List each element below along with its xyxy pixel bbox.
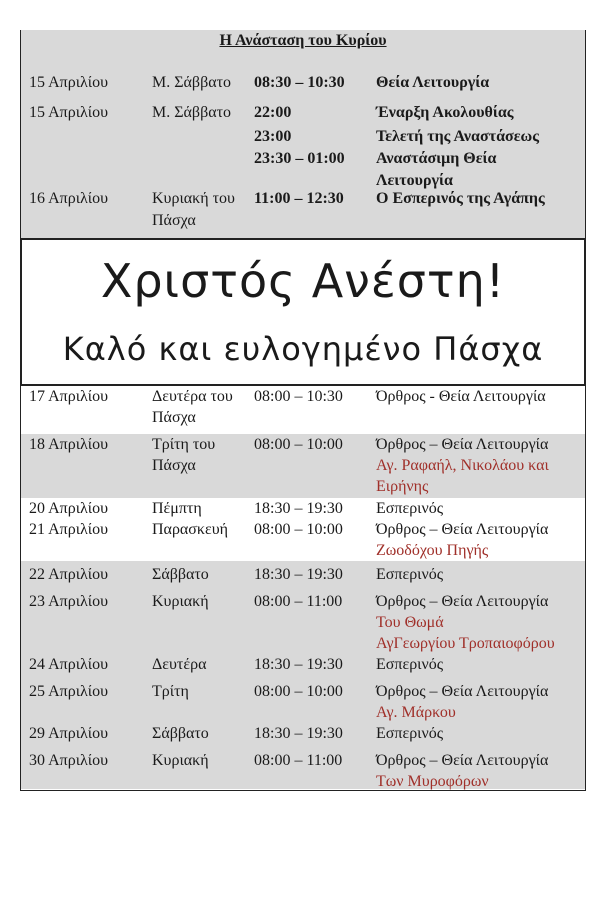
day-cell: Μ. Σάββατο	[152, 104, 232, 121]
date-cell: 20 Απριλίου	[29, 500, 109, 517]
section-title: Η Ανάσταση του Κυρίου	[219, 32, 387, 49]
time-cell: 08:00 – 11:00	[254, 593, 343, 610]
event-cell: Εσπερινός	[376, 656, 444, 673]
event-cell: Όρθρος – Θεία Λειτουργία	[376, 752, 549, 769]
time-cell: 18:30 – 19:30	[254, 725, 343, 742]
event-cell: Εσπερινός	[376, 725, 444, 742]
table-row	[21, 386, 585, 432]
time-cell: 08:00 – 11:00	[254, 752, 343, 769]
date-cell: 21 Απριλίου	[29, 521, 109, 538]
easter-greeting-banner	[20, 240, 586, 386]
time-cell: 18:30 – 19:30	[254, 500, 343, 517]
event-cell: Όρθρος - Θεία Λειτουργία	[376, 388, 546, 405]
day-cell: Τρίτη	[152, 683, 189, 700]
saint-note: Του Θωμά	[376, 614, 444, 631]
day-cell: Παρασκευή	[152, 521, 228, 538]
event-cell: Εσπερινός	[376, 566, 444, 583]
date-cell: 22 Απριλίου	[29, 566, 109, 583]
day-cell: Κυριακή	[152, 752, 209, 769]
day-cell: Τρίτη του Πάσχα	[152, 436, 216, 474]
event-cell: Θεία Λειτουργία	[376, 74, 490, 91]
table-row	[21, 519, 585, 561]
saint-note: Των Μυροφόρων	[376, 773, 489, 790]
date-cell: 23 Απριλίου	[29, 593, 109, 610]
saint-note: Ζωοδόχου Πηγής	[376, 542, 489, 559]
date-cell: 15 Απριλίου	[29, 74, 109, 91]
table-row	[21, 498, 585, 519]
saint-note: Αγ. Ραφαήλ, Νικολάου και Ειρήνης	[376, 457, 549, 495]
time-cell: 23:30 – 01:00	[254, 150, 345, 167]
date-cell: 25 Απριλίου	[29, 683, 109, 700]
day-cell: Δευτέρα του Πάσχα	[152, 388, 233, 426]
event-cell: Όρθρος – Θεία Λειτουργία	[376, 683, 549, 700]
day-cell: Κυριακή του Πάσχα	[152, 190, 235, 229]
time-cell: 11:00 – 12:30	[254, 190, 344, 207]
schedule-document	[20, 30, 586, 791]
event-cell: Όρθρος – Θεία Λειτουργία	[376, 436, 549, 453]
time-cell: 22:00	[254, 104, 292, 121]
event-cell: Ο Εσπερινός της Αγάπης	[376, 190, 545, 207]
date-cell: 15 Απριλίου	[29, 104, 109, 121]
schedule-table	[20, 386, 586, 791]
time-cell: 08:30 – 10:30	[254, 74, 345, 91]
day-cell: Σάββατο	[152, 566, 209, 583]
date-cell: 24 Απριλίου	[29, 656, 109, 673]
date-cell: 18 Απριλίου	[29, 436, 109, 453]
date-cell: 30 Απριλίου	[29, 752, 109, 769]
saint-note: Αγ. Μάρκου	[376, 704, 456, 721]
time-cell: 18:30 – 19:30	[254, 656, 343, 673]
time-cell: 08:00 – 10:00	[254, 436, 343, 453]
time-cell: 08:00 – 10:30	[254, 388, 343, 405]
greeting-line: Χριστός Ανέστη!	[100, 254, 506, 308]
event-cell: Όρθρος – Θεία Λειτουργία	[376, 521, 549, 538]
time-cell: 08:00 – 10:00	[254, 521, 343, 538]
event-cell: Έναρξη Ακολουθίας	[376, 104, 514, 121]
time-cell: 08:00 – 10:00	[254, 683, 343, 700]
time-cell: 23:00	[254, 128, 292, 145]
date-cell: 29 Απριλίου	[29, 725, 109, 742]
date-cell: 17 Απριλίου	[29, 388, 109, 405]
time-cell: 18:30 – 19:30	[254, 566, 343, 583]
event-cell: Αναστάσιμη Θεία Λειτουργία	[376, 150, 497, 189]
easter-section	[20, 30, 586, 240]
day-cell: Δευτέρα	[152, 656, 207, 673]
event-cell: Όρθρος – Θεία Λειτουργία	[376, 593, 549, 610]
event-cell: Τελετή της Αναστάσεως	[376, 128, 539, 145]
saint-note: ΑγΓεωργίου Τροπαιοφόρου	[376, 635, 555, 652]
wishes-line: Καλό και ευλογημένο Πάσχα	[62, 330, 544, 368]
day-cell: Πέμπτη	[152, 500, 202, 517]
event-cell: Εσπερινός	[376, 500, 444, 517]
day-cell: Μ. Σάββατο	[152, 74, 232, 91]
day-cell: Σάββατο	[152, 725, 209, 742]
table-row	[21, 434, 585, 498]
date-cell: 16 Απριλίου	[29, 190, 109, 207]
day-cell: Κυριακή	[152, 593, 209, 610]
